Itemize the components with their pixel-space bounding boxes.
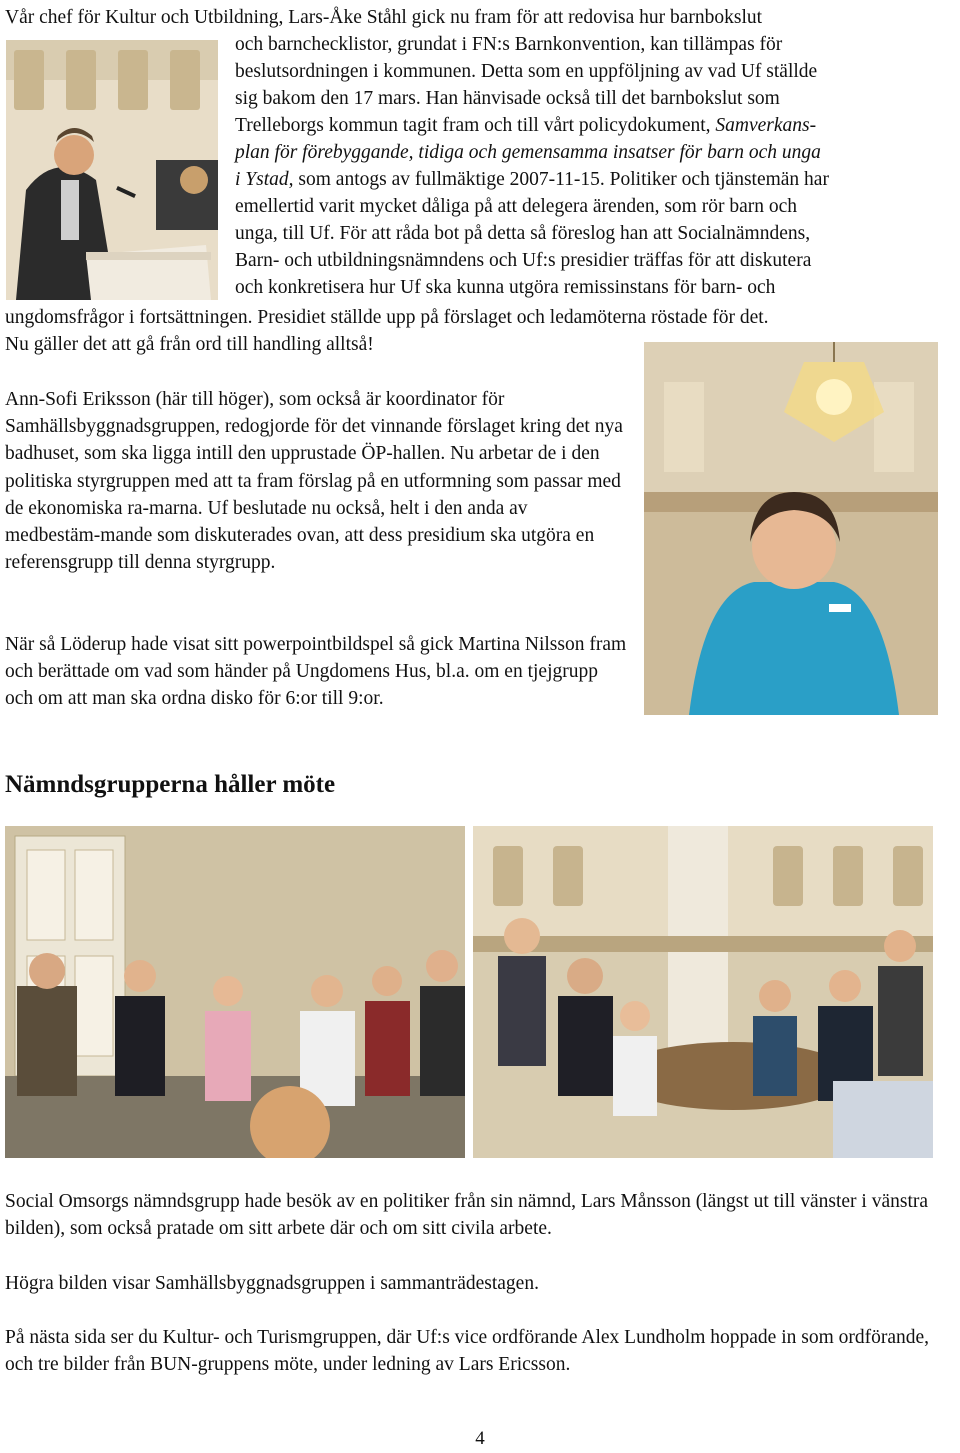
intro-line-13: Nu gäller det att gå från ord till handling alltså! bbox=[5, 334, 374, 355]
intro-line-1: Vår chef för Kultur och Utbildning, Lars-Åke Ståhl gick nu fram för att redovisa hur barnbokslut bbox=[5, 7, 763, 28]
intro-line-8: emellertid varit mycket dåliga på att delegera ärenden, som rör barn och bbox=[235, 196, 798, 217]
annsofi-paragraph: Ann-Sofi Eriksson (här till höger), som också är koordinator för Samhällsbyggnadsgruppen, redogjorde för det vinnande förslaget kring det nya badhuset, som ska ligga intill den upprustade ÖP-hallen. Nu arbetar de i den politiska styrgruppen med att ta fram förslag på en utformning som passar med de ekonomiska ra-marna. Uf beslutade nu också, helt i den anda av medbestäm-mande som diskuterades ovan, att dess presidium ska utgöra en referensgrupp till denna styrgrupp. bbox=[5, 389, 623, 574]
caption-samhallsbyggnad: Högra bilden visar Samhällsbyggnadsgruppen i sammanträdestagen. bbox=[5, 1273, 539, 1294]
policy-title-part-1: Samverkans- bbox=[715, 115, 817, 136]
intro-line-5 bbox=[235, 112, 816, 139]
photo-samhallsbyggnad-group bbox=[473, 826, 933, 1158]
intro-line-10: Barn- och utbildningsnämndens och Uf:s presidier träffas för att diskutera bbox=[235, 250, 812, 271]
intro-line-9: unga, till Uf. För att råda bot på detta så föreslog han att Socialnämndens, bbox=[235, 223, 811, 244]
loderup-paragraph: När så Löderup hade visat sitt powerpointbildspel så gick Martina Nilsson fram och berättade om vad som händer på Ungdomens Hus, bl.a. om en tjejgrupp och om att man ska ordna disko för 6:or till 9:or. bbox=[5, 634, 627, 710]
policy-title-part-2: plan för förebyggande, tidiga och gemensamma insatser för barn och unga bbox=[235, 142, 821, 163]
page-number: 4 bbox=[475, 1428, 485, 1449]
intro-line-12: ungdomsfrågor i fortsättningen. Presidiet ställde upp på förslaget och ledamöterna röstade för det. bbox=[5, 307, 769, 328]
intro-line-7-text: som antogs av fullmäktige 2007-11-15. Politiker och tjänstemän har bbox=[298, 169, 829, 190]
intro-line-4: sig bakom den 17 mars. Han hänvisade också till det barnbokslut som bbox=[235, 88, 780, 109]
caption-next-page: På nästa sida ser du Kultur- och Turismgruppen, där Uf:s vice ordförande Alex Lundholm hoppade in som ordförande, och tre bilder från BUN-gruppens möte, under ledning av Lars Ericsson. bbox=[5, 1327, 930, 1376]
section-heading: Nämndsgrupperna håller möte bbox=[5, 771, 336, 798]
intro-line-2: och barnchecklistor, grundat i FN:s Barnkonvention, kan tillämpas för bbox=[235, 34, 783, 55]
photo-social-omsorg-group bbox=[5, 826, 465, 1158]
intro-line-6 bbox=[235, 139, 821, 166]
intro-line-5-text: Trelleborgs kommun tagit fram och till vårt policydokument, bbox=[235, 115, 711, 136]
intro-line-3: beslutsordningen i kommunen. Detta som en uppföljning av vad Uf ställde bbox=[235, 61, 818, 82]
photo-speaker-at-podium bbox=[6, 40, 218, 300]
photo-ann-sofi-eriksson bbox=[644, 342, 938, 715]
intro-line-11: och konkretisera hur Uf ska kunna utgöra remissinstans för barn- och bbox=[235, 277, 776, 298]
policy-title-part-3: i Ystad, bbox=[235, 169, 294, 190]
caption-social-omsorg: Social Omsorgs nämndsgrupp hade besök av en politiker från sin nämnd, Lars Månsson (längst ut till vänster i vänstra bilden), som också pratade om sitt arbete där och om sitt civila arbete. bbox=[5, 1191, 929, 1240]
intro-line-7 bbox=[235, 166, 829, 193]
